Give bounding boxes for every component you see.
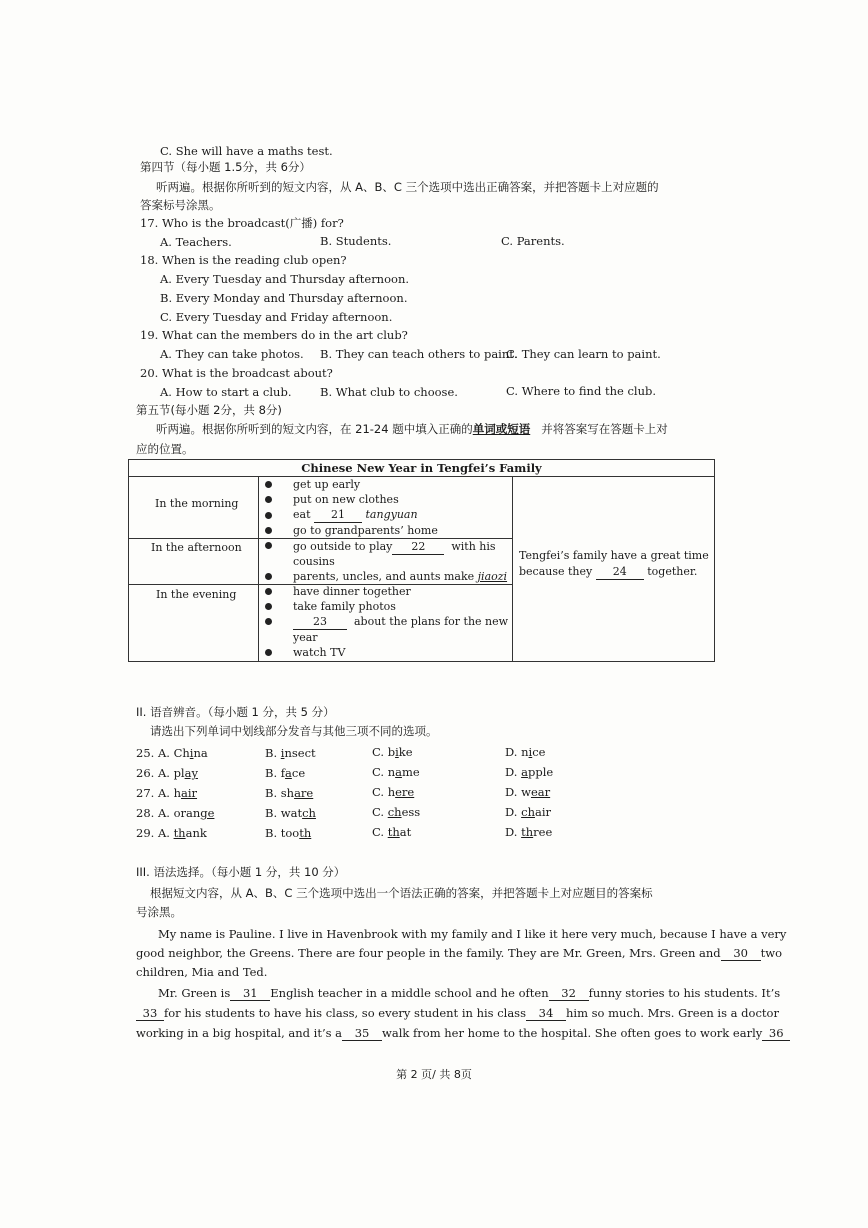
phonetics-option: B. watch [265,806,316,820]
bullet [265,512,272,519]
page-footer: 第 2 页/ 共 8页 [396,1068,472,1081]
phonetics-row-26: 26. A. play [136,766,198,780]
phonetics-row-27: 27. A. hair [136,786,198,800]
afternoon-item-cont: cousins [293,555,335,568]
section4-title: 第四节（每小题 1.5分，共 6分） [140,160,311,174]
bullet [265,481,272,488]
blank-32: 32 [549,986,589,1001]
q19-stem: 19. What can the members do in the art club? [140,328,408,342]
part3-title: III. 语法选择。（每小题 1 分，共 10 分） [136,865,346,879]
bullet [265,496,272,503]
bullet [265,573,272,580]
evening-item: watch TV [293,646,346,659]
section4-instruction-2: 答案标号涂黑。 [140,198,221,212]
part3-instruction-1: 根据短文内容，从 A、B、C 三个选项中选出一个语法正确的答案，并把答题卡上对应题目的答案标 [150,886,653,900]
q18-option-c: C. Every Tuesday and Friday afternoon. [160,310,393,324]
phonetics-row-28: 28. A. orange [136,806,215,820]
evening-item: take family photos [293,600,396,613]
blank-21: 21 [314,508,362,523]
passage-line: working in a big hospital, and it’s a 35 walk from her home to the hospital. She often goes to work early 36 [136,1026,790,1041]
q18-option-a: A. Every Tuesday and Thursday afternoon. [160,272,410,286]
phonetics-row-29: 29. A. thank [136,826,207,840]
passage-line: Mr. Green is 31 English teacher in a middle school and he often 32 funny stories to his students. It’s [158,986,781,1000]
phonetics-option: B. face [265,766,306,780]
passage-line: children, Mia and Ted. [136,965,268,979]
q17-option-c: C. Parents. [501,234,565,248]
evening-item-cont: year [293,631,318,644]
phonetics-option: B. share [265,786,314,800]
phonetics-option: C. chess [372,805,421,819]
q20-option-b: B. What club to choose. [320,385,458,399]
morning-item: eat 21 tangyuan [293,508,418,521]
morning-item: get up early [293,478,361,491]
blank-24: 24 [596,565,644,580]
table-title: Chinese New Year in Tengfei’s Family [129,460,714,477]
passage-line: good neighbor, the Greens. There are four people in the family. They are Mr. Green, Mrs. Green and 30 two [136,946,783,960]
q17-stem: 17. Who is the broadcast(广播) for? [140,216,344,230]
section5-instruction-1: 听两遍。根据你所听到的短文内容，在 21-24 题中填入正确的单词或短语 并将答案写在答题卡上对 [156,422,668,436]
section5-title: 第五节(每小题 2分，共 8分) [136,403,282,417]
blank-23: 23 [293,615,347,630]
q17-option-b: B. Students. [320,234,392,248]
blank-33: 33 [136,1006,164,1021]
bullet [265,542,272,549]
table-divider [129,538,512,539]
phonetics-option: C. that [372,825,412,839]
summary-line-1: Tengfei’s family have a great time [519,549,709,562]
q20-stem: 20. What is the broadcast about? [140,366,333,380]
bullet [265,618,272,625]
bullet [265,527,272,534]
blank-35: 35 [342,1026,382,1041]
evening-item: have dinner together [293,585,411,598]
phonetics-option: D. apple [505,765,554,779]
blank-30: 30 [721,946,761,961]
phonetics-option: D. wear [505,785,551,799]
phonetics-option: C. here [372,785,415,799]
blank-36: 36 [762,1026,790,1041]
fill-in-table [128,459,715,662]
phonetics-row-25: 25. A. China [136,746,208,760]
part2-title: II. 语音辨音。（每小题 1 分，共 5 分） [136,705,335,719]
q19-option-a: A. They can take photos. [160,347,304,361]
afternoon-item: go outside to play 22 with his [293,540,496,553]
bullet [265,649,272,656]
evening-item: 23 about the plans for the new [293,615,508,630]
q19-option-b: B. They can teach others to paint. [320,347,518,361]
morning-item: go to grandparents’ home [293,524,438,537]
q19-option-c: C. They can learn to paint. [506,347,661,361]
row-label-afternoon: In the afternoon [151,541,242,554]
phonetics-option: D. nice [505,745,546,759]
phonetics-option: B. tooth [265,826,312,840]
part2-instruction: 请选出下列单词中划线部分发音与其他三项不同的选项。 [150,724,438,738]
blank-22: 22 [392,540,444,555]
bullet [265,603,272,610]
row-label-morning: In the morning [155,497,239,510]
phonetics-option: D. three [505,825,553,839]
passage-line: 33 for his students to have his class, so every student in his class 34 him so much. Mrs. Green is a doctor [136,1006,779,1021]
section4-instruction-1: 听两遍。根据你所听到的短文内容，从 A、B、C 三个选项中选出正确答案，并把答题卡上对应题的 [156,180,659,194]
phonetics-option: B. insect [265,746,316,760]
row-label-evening: In the evening [156,588,237,601]
blank-31: 31 [230,986,270,1001]
previous-option-c: C. She will have a maths test. [160,144,333,158]
q20-option-c: C. Where to find the club. [506,384,657,398]
morning-item: put on new clothes [293,493,399,506]
blank-34: 34 [526,1006,566,1021]
bullet [265,588,272,595]
table-divider [512,476,513,661]
table-divider [258,476,259,661]
summary-line-2: because they 24 together. [519,565,698,578]
q18-stem: 18. When is the reading club open? [140,253,347,267]
part3-instruction-2: 号涂黑。 [136,905,182,919]
q18-option-b: B. Every Monday and Thursday afternoon. [160,291,408,305]
section5-instruction-2: 应的位置。 [136,442,194,456]
phonetics-option: C. name [372,765,420,779]
q17-option-a: A. Teachers. [160,235,232,249]
q20-option-a: A. How to start a club. [160,385,292,399]
afternoon-item: parents, uncles, and aunts make jiaozi [293,570,508,583]
emphasis-word-or-phrase: 单词或短语 [472,422,531,436]
passage-line: My name is Pauline. I live in Havenbrook with my family and I like it here very much, because I have a very [158,927,787,941]
phonetics-option: D. chair [505,805,552,819]
phonetics-option: C. bike [372,745,413,759]
